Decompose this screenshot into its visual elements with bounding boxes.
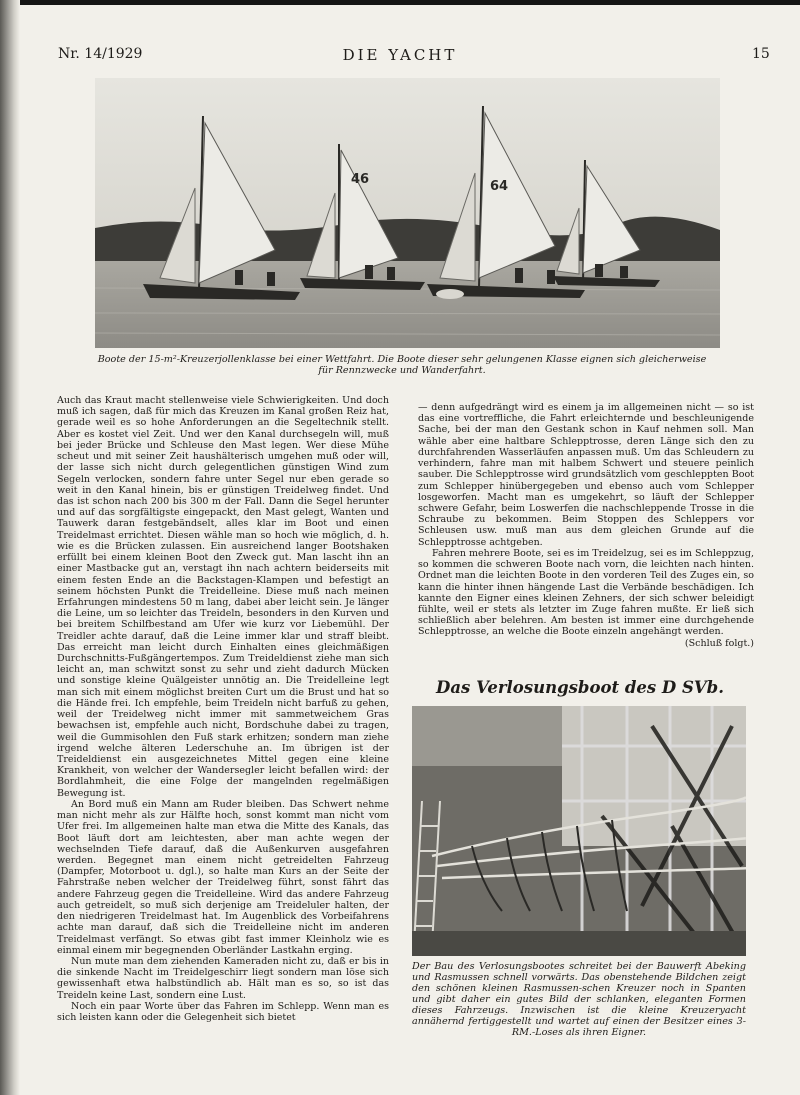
regatta-photo — [95, 78, 720, 348]
sail-number: 64 — [490, 179, 509, 194]
sail-number: 46 — [351, 172, 370, 187]
caption-line: Boote der 15-m²-Kreuzerjollenklasse bei einer Wettfahrt. Die Boote dieser sehr gelungenen Klasse eignen sich gleicherweise — [97, 354, 707, 365]
continued-note: (Schluß folgt.) — [684, 637, 754, 649]
caption-line: für Rennzwecke und Wanderfahrt. — [318, 365, 486, 376]
scan-top-border — [0, 0, 800, 5]
issue-number: Nr. 14/1929 — [58, 46, 143, 62]
paragraph: — denn aufgedrängt wird es einem ja im allgemeinen nicht — so ist das eine vortreffliche, die Fahrt erleichternde und beschleunigende Sache, bei der man den Gestank schon in Kauf nehmen soll. Man wähle aber eine haltbare Schlepptrosse, deren Länge sich den zu durchfahrenden Wasserläufen anpassen muß. Um das Schleudern zu verhindern, fahre man mit halbem Schwert und steuere peinlich sauber. Die Schlepptrosse wird grundsätzlich vom geschleppten Boot zum Schlepper hinübergegeben und ebenso auch vom Schlepper losgeworfen. Macht man es umgekehrt, so läuft der Schlepper schwere Gefahr, beim Loswerfen die nachschleppende Trosse in die Schraube zu bekommen. Beim Stoppen des Schleppers vor Schleusen usw. muß man aus dem gleichen Grunde auf die Schlepptrosse achtgeben. — [418, 402, 754, 548]
paragraph: Noch ein paar Worte über das Fahren im Schlepp. Wenn man es sich leisten kann oder die Gelegenheit sich bietet — [57, 1000, 389, 1024]
paragraph: Nun mute man dem ziehenden Kameraden nicht zu, daß er bis in die sinkende Nacht im Treidelgeschirr liegt sondern man löse sich gewissenhaft etwa halbstündlich ab. Hält man es so, so ist das Treideln keine Last, sondern eine Lust. — [57, 955, 389, 1001]
paragraph: Auch das Kraut macht stellenweise viele Schwierigkeiten. Und doch muß ich sagen, daß für mich das Kreuzen im Kanal großen Reiz hat, gerade weil es so hohe Anforderungen an die Segeltechnik stellt. Aber es kostet viel Zeit. Und wer den Kanal durchsegeln will, muß bei jeder Brücke und Schleuse den Mast legen. Wer diese Mühe scheut und mit seiner Zeit haushälterisch umgehen muß oder will, der lasse sich nicht durch gelegentlichen günstigen Wind zum Segeln verlocken, sondern fahre unter Segel nur eben gerade so weit in den Kanal hinein, bis er günstigen Treidelweg findet. Und das ist schon nach 200 bis 300 m der Fall. Dann die Segel herunter und auf das sorgfältigste eingepackt, den Mast gelegt, Wanten und Tauwerk daran festgebändselt, alles klar im Boot und einen Treidelmast errichtet. Diesen wähle man so hoch wie möglich, d. h. wie es die Brücken zulassen. Ein ausreichend langer Bootshaken erfüllt bei einem kleinen Boot den Zweck gut. Man lascht ihn an einer Mastbacke gut an, verstagt ihn nach achtern beiderseits mit einem festen Ende an die Backstagen-Klampen und befestigt an seinem höchsten Punkt die Treidelleine. Diese muß nach meinen Erfahrungen mindestens 50 m lang, dabei aber leicht sein. Je länger die Leine, um so leichter das Treideln, besonders in den Kurven und bei breitem Schilfbestand am Ufer wie kurz vor Liebemühl. Der Treidler achte darauf, daß die Leine immer klar und straff bleibt. Das erreicht man leicht durch Einhalten eines gleichmäßigen Durchschnitts-Fußgängertempos. Zum Treideldienst ziehe man sich leicht an, man schwitzt sonst zu sehr und zieht dadurch Mücken und sonstige kleine Quälgeister unnötig an. Die Treidelleine legt man sich mit einem möglichst breiten Curt um die Brust und hat so die Hände frei. Ich empfehle, beim Treideln nicht barfuß zu gehen, weil der Treidelweg nicht immer mit sammetweichem Gras bewachsen ist, empfehle auch nicht, Bordschuhe dabei zu tragen, weil die Gummisohlen den Fuß stark erhitzen; sondern man ziehe irgend welche älteren Lederschuhe an. Im übrigen ist der Treideldienst ein ausgezeichnetes Mittel gegen eine kleine Krankheit, von welcher der Wandersegler leicht befallen wird: der Bordlahmheit, die eine Folge der mangelnden regelmäßigen Bewegung ist. — [57, 395, 389, 799]
scan-binding-shadow — [0, 0, 20, 1095]
magazine-title: DIE YACHT — [342, 46, 458, 64]
boat-construction-photo — [412, 706, 746, 956]
paragraph: Fahren mehrere Boote, sei es im Treidelzug, sei es im Schleppzug, so kommen die schweren Boote nach vorn, die leichten nach hinten. Ordnet man die leichten Boote in den vorderen Teil des Zuges ein, so kann die hinter ihnen hängende Last die Verbände beschädigen. Ich kannte den Eigner eines kleinen Zehners, der sich schwer beleidigt fühlte, weil er stets als letzter im Zuge fahren mußte. Er ließ sich schließlich aber belehren. Am besten ist immer eine durchgehende Schlepptrosse, an welche die Boote einzeln angehängt werden. — [418, 547, 754, 638]
article-column-left — [57, 395, 389, 1085]
construction-caption: Der Bau des Verlosungsbootes schreitet bei der Bauwerft Abeking und Rasmussen schnell vorwärts. Das obenstehende Bildchen zeigt den schönen kleinen Rasmussen-schen Kreuzer noch in Spanten und gibt daher ein gutes Bild der schlanken, eleganten Formen dieses Fahrzeugs. Inzwischen ist die kleine Kreuzeryacht annähernd fertiggestellt und wartet auf einen der Besitzer eines 3-RM.-Loses als ihren Eigner. — [412, 961, 746, 1038]
paragraph: An Bord muß ein Mann am Ruder bleiben. Das Schwert nehme man nicht mehr als zur Hälfte hoch, sonst kommt man nicht vom Ufer frei. Im allgemeinen halte man etwa die Mitte des Kanals, das Boot läuft dort am leichtesten, aber man achte wegen der wechselnden Tiefe darauf, daß die Außenkurven ausgefahren werden. Begegnet man einem nicht getreidelten Fahrzeug (Dampfer, Motorboot u. dgl.), so halte man Kurs an der Seite der Fahrstraße neben welcher der Treidelweg führt, sonst fährt das andere Fahrzeug gegen die Treidelleine. Wird das andere Fahrzeug auch getreidelt, so muß sich derjenige am Treideluler halten, der den niedrigeren Treidelmast hat. Im Augenblick des Vorbeifahrens achte man darauf, daß sich die Treidelleine nicht im anderen Treidelmast verfängt. So etwas gibt fast immer Kleinholz wie es einmal einem mir begegnenden Oberländer Lastkahn erging. — [57, 798, 389, 956]
section-heading: Das Verlosungsboot des D SVb. — [436, 678, 724, 697]
article-column-right — [418, 402, 754, 692]
page-number: 15 — [752, 46, 770, 62]
photo-caption — [62, 354, 742, 376]
